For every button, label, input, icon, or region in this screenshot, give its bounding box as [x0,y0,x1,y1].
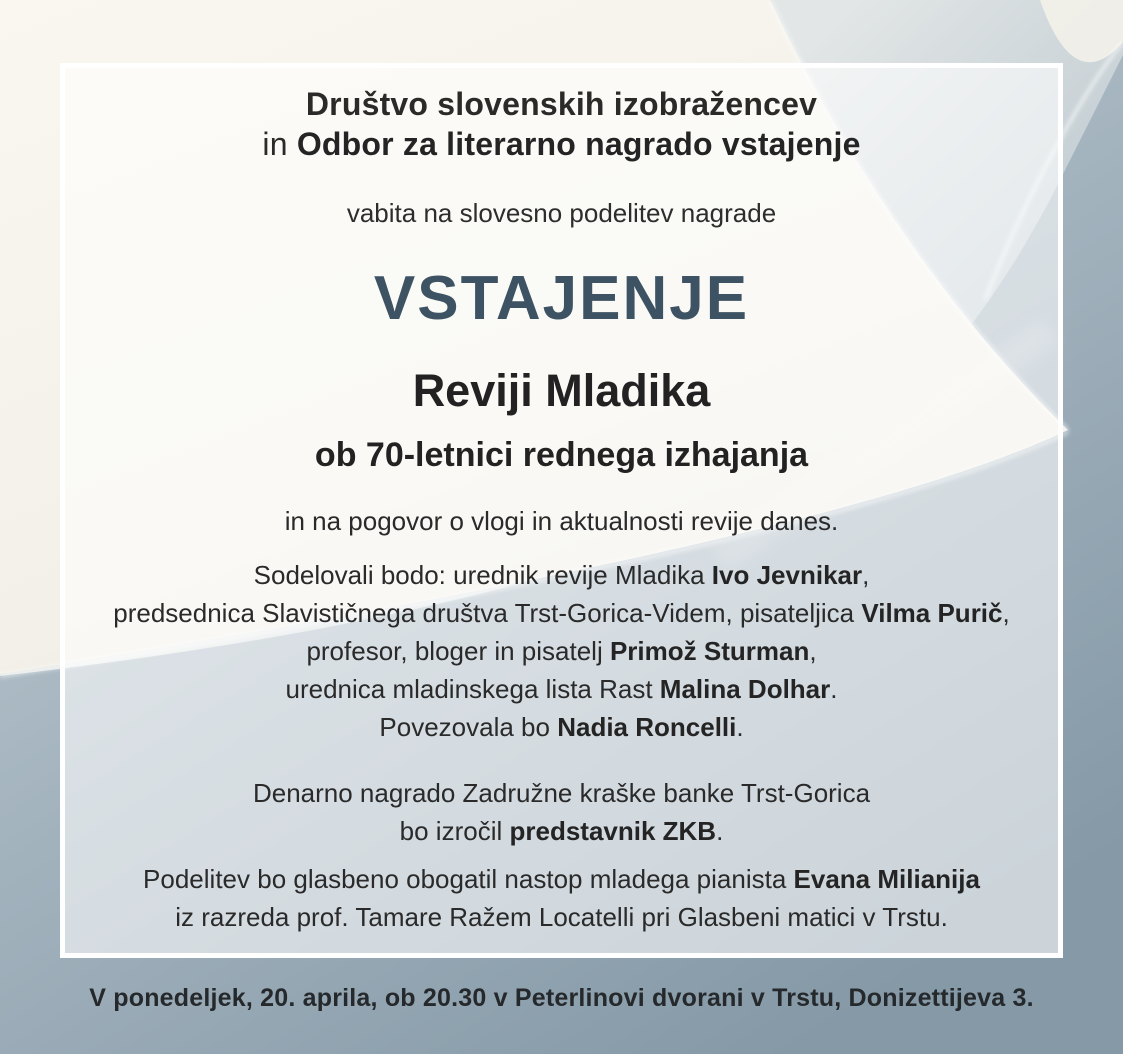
participant-line-4-name: Malina Dolhar [659,674,831,704]
money-paragraph [65,774,1058,850]
music-line-1-name: Evana Milianija [793,864,980,894]
money-line-2-tail: . [716,816,724,846]
participant-line-2-text: predsednica Slavističnega društva Trst-Gorica-Videm, pisateljica [113,598,862,628]
participant-line-2-tail: , [1002,598,1010,628]
participant-line-4 [65,670,1058,708]
participant-line-2-name: Vilma Purič [861,598,1003,628]
participant-line-1-name: Ivo Jevnikar [711,560,863,590]
participant-line-2 [65,594,1058,632]
participant-line-5-name: Nadia Roncelli [557,712,737,742]
participant-line-3-name: Primož Sturman [609,636,810,666]
participant-line-5-tail: . [736,712,744,742]
event-details-line: V ponedeljek, 20. aprila, ob 20.30 v Peterlinovi dvorani v Trstu, Donizettijeva 3. [89,984,1034,1012]
participant-line-3 [65,632,1058,670]
money-line-2-text: bo izročil [399,816,510,846]
subtitle-line: in na pogovor o vlogi in aktualnosti revije danes. [284,506,839,536]
intro-line: vabita na slovesno podelitev nagrade [346,198,777,228]
participant-line-3-tail: , [809,636,817,666]
award-recipient: Reviji Mladika [412,365,711,416]
music-line-2: iz razreda prof. Tamare Ražem Locatelli pri Glasbeni matici v Trstu. [175,902,948,932]
organizer-line-1: Društvo slovenskih izobražencev [305,86,818,122]
participant-line-1-text: Sodelovali bodo: urednik revije Mladika [253,560,712,590]
money-line-2-name: predstavnik ZKB [509,816,717,846]
organizer-line-2-name: Odbor za literarno nagrado vstajenje [296,126,861,162]
participant-line-5 [65,708,1058,746]
music-paragraph [65,860,1058,936]
participant-line-5-text: Povezovala bo [379,712,558,742]
participant-line-4-text: urednica mladinskega lista Rast [285,674,660,704]
organizer-line-2 [65,124,1058,164]
music-line-1 [65,860,1058,898]
music-line-1-text: Podelitev bo glasbeno obogatil nastop mladega pianista [143,864,794,894]
money-line-2 [65,812,1058,850]
money-line-1: Denarno nagrado Zadružne kraške banke Trst-Gorica [252,778,871,808]
participant-line-4-tail: . [830,674,838,704]
organizer-line-2-prefix: in [262,126,297,162]
participant-line-1-tail: , [862,560,870,590]
participant-line-3-text: profesor, bloger in pisatelj [306,636,610,666]
award-title: VSTAJENJE [373,264,750,333]
participants-paragraph [65,556,1058,746]
award-occasion: ob 70-letnici rednega izhajanja [314,436,809,474]
participant-line-1 [65,556,1058,594]
invitation-panel [60,63,1063,958]
